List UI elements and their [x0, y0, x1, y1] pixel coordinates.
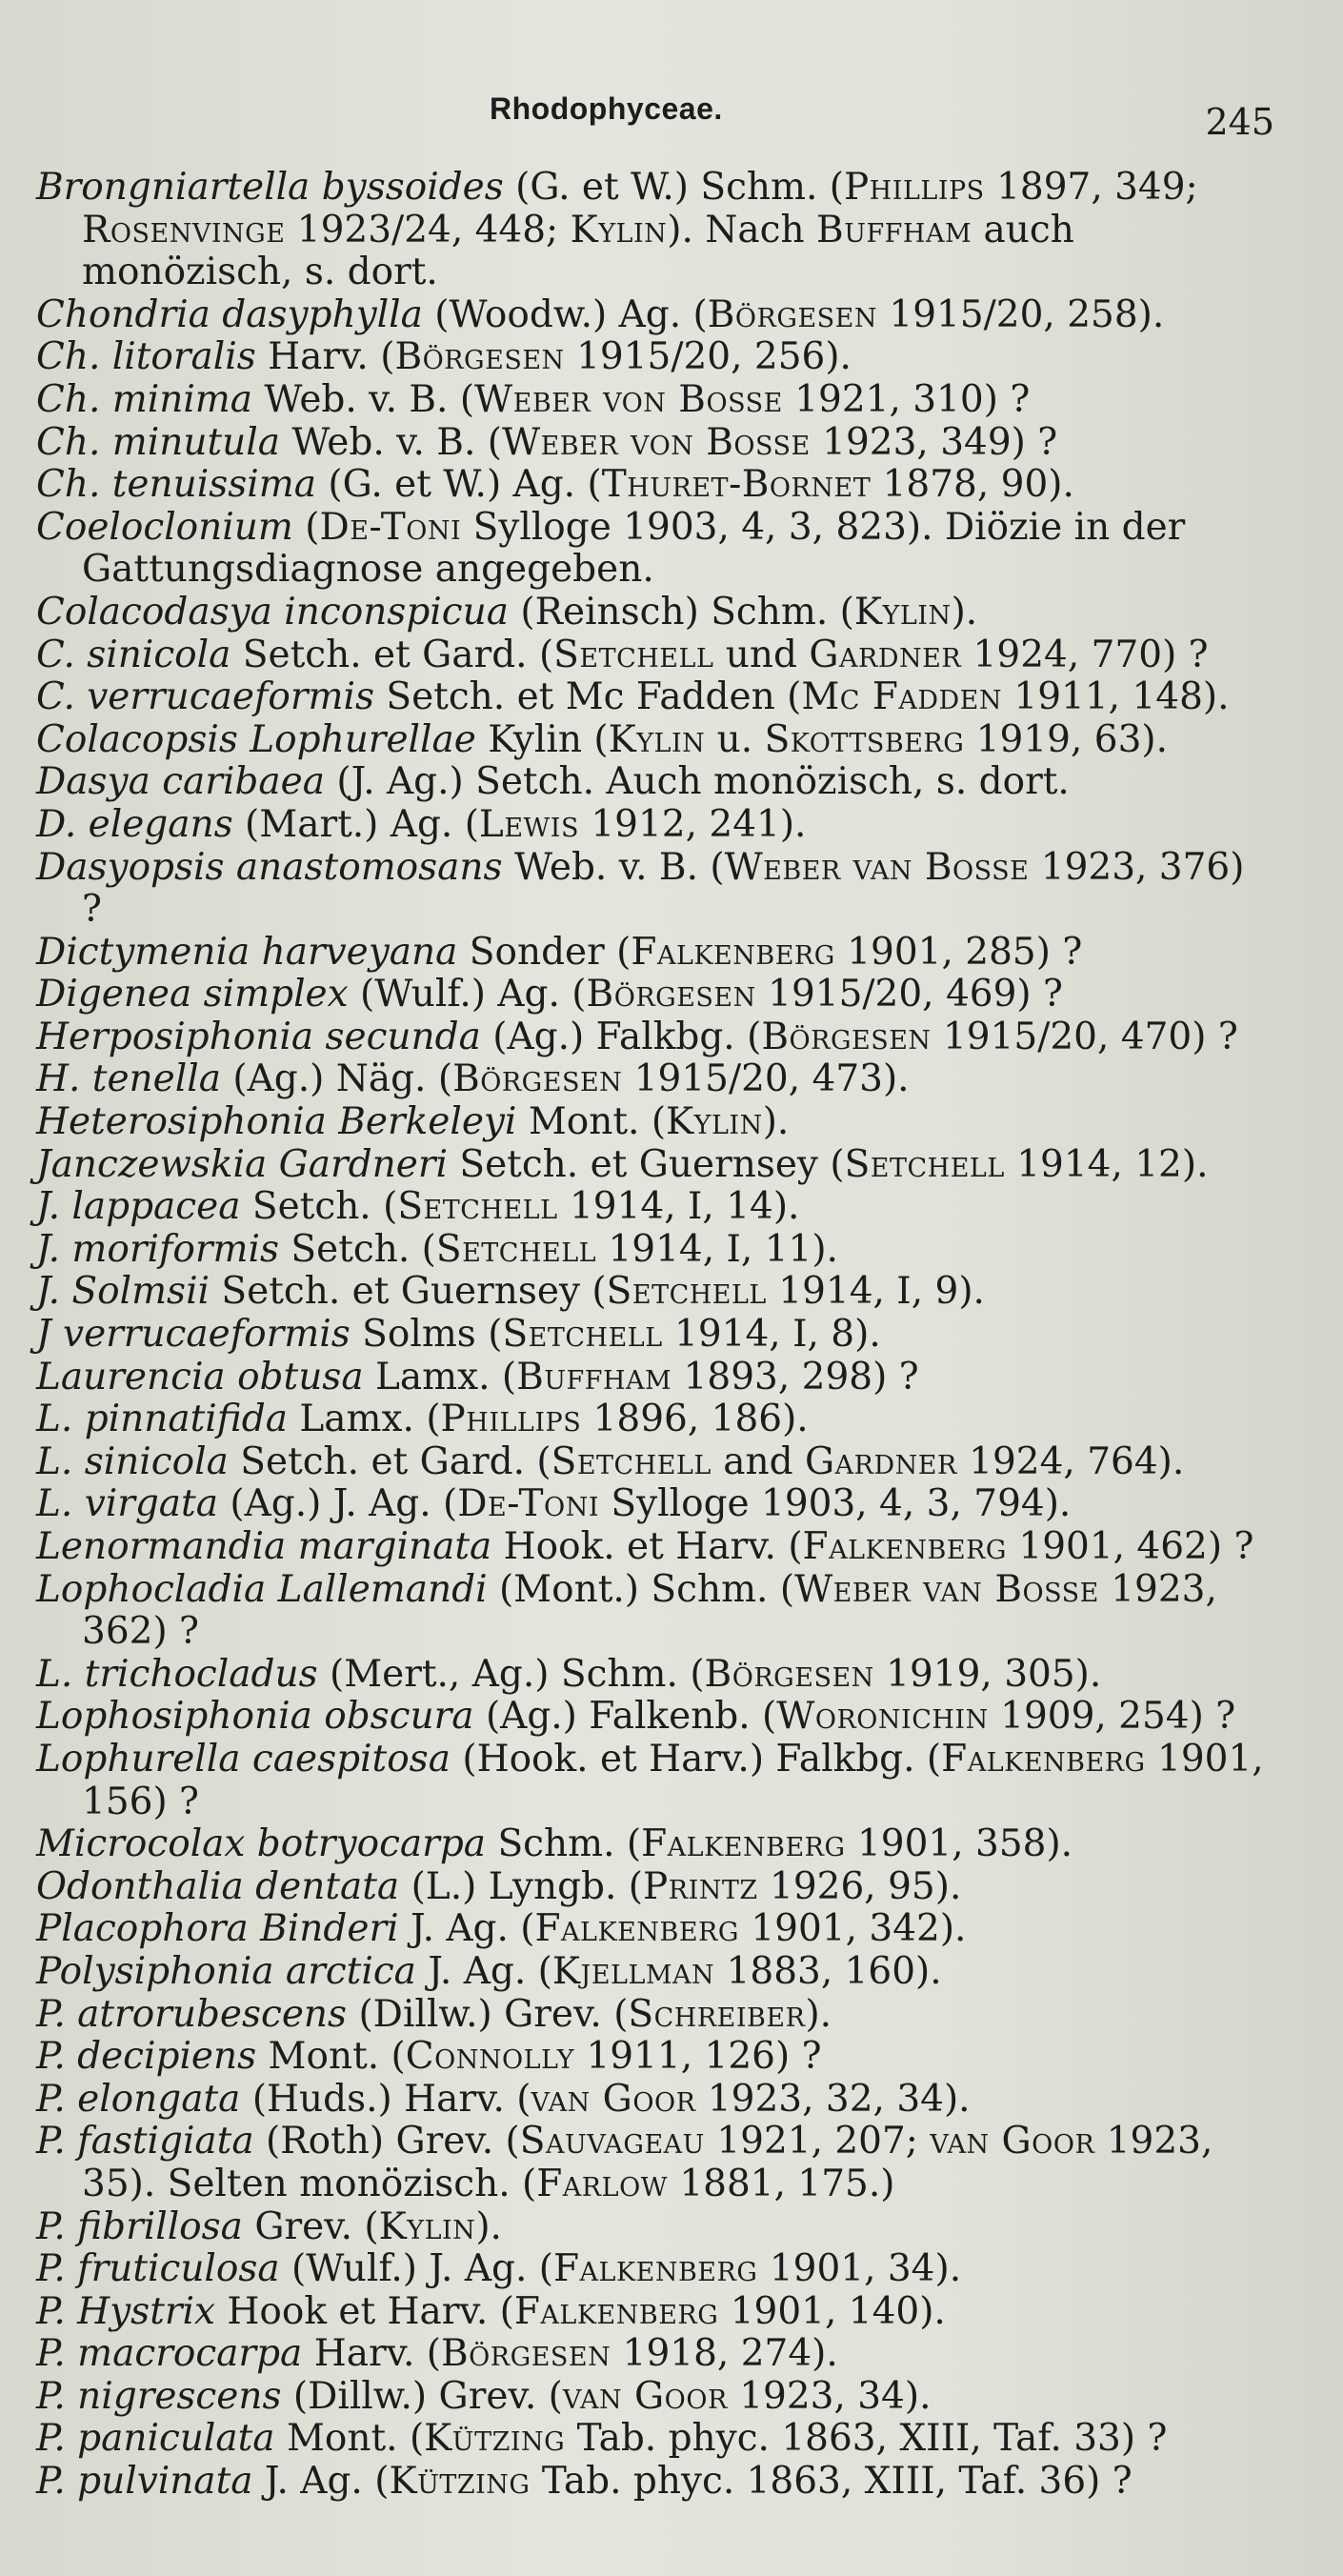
species-entry: [36, 761, 1274, 804]
reference-author: van Goor: [930, 2120, 1095, 2163]
authority: (G. et W.) Schm. (: [503, 166, 845, 209]
authority: Setch. et Guernsey (: [210, 1270, 607, 1314]
reference: ).: [762, 1100, 790, 1144]
species-name: Odonthalia dentata: [36, 1864, 400, 1908]
species-entry: [36, 294, 1274, 337]
reference-author: Börgesen: [586, 973, 756, 1016]
species-entry: [36, 1271, 1274, 1314]
reference-author: Falkenberg: [941, 1737, 1146, 1781]
reference-author: De-Toni: [319, 505, 462, 549]
species-entry: [36, 2079, 1274, 2122]
authority: Setch. et Mc Fadden (: [373, 675, 802, 719]
species-list: [36, 167, 1274, 2504]
reference: 1919, 63).: [964, 717, 1169, 761]
species-name: Polysiphonia arctica: [36, 1949, 416, 1993]
species-name: L. pinnatifida: [36, 1398, 288, 1441]
species-name: Janczewskia Gardneri: [36, 1142, 448, 1186]
species-entry: [36, 1357, 1274, 1399]
species-name: L. trichocladus: [36, 1652, 318, 1696]
reference: Sylloge 1903, 4, 3, 823). Diözie in der Gattungsdiagnose angegeben.: [82, 505, 1186, 592]
reference: ).: [805, 1992, 832, 2036]
reference: 1881, 175.): [667, 2162, 895, 2205]
species-name: Placophora Binderi: [36, 1907, 399, 1951]
reference: Tab. phyc. 1863, XIII, Taf. 33) ?: [565, 2417, 1168, 2461]
species-name: Heterosiphonia Berkeleyi: [36, 1100, 517, 1144]
authority: (G. et W.) Ag. (: [315, 463, 602, 507]
species-name: Lophurella caespitosa: [36, 1737, 451, 1781]
authority: (Hook. et Harv.) Falkbg. (: [450, 1737, 942, 1781]
authority: (Ag.) J. Ag. (: [217, 1482, 458, 1526]
reference: 1921, 310) ?: [782, 377, 1031, 421]
reference-author: De-Toni: [457, 1482, 599, 1526]
reference: Tab. phyc. 1863, XIII, Taf. 36) ?: [530, 2460, 1133, 2504]
reference: 1923, 349) ?: [810, 420, 1058, 464]
species-name: Colacopsis Lophurellae: [36, 717, 476, 761]
species-entry: [36, 2418, 1274, 2461]
species-entry: [36, 634, 1274, 677]
authority: (Ag.) Falkenb. (: [473, 1695, 777, 1739]
reference: 1912, 241).: [578, 802, 807, 846]
authority: (L.) Lyngb. (: [399, 1864, 644, 1908]
reference-author: Kylin: [378, 2204, 476, 2248]
reference: 1901, 34).: [757, 2247, 962, 2291]
reference: 1901, 156) ?: [82, 1737, 1264, 1823]
authority: Lamx. (: [288, 1398, 441, 1441]
reference: 1901, 462) ?: [1006, 1525, 1254, 1568]
reference: 1914, I, 11).: [596, 1227, 838, 1271]
reference: auch monözisch, s. dort.: [82, 208, 1074, 294]
reference: 1901, 358).: [845, 1822, 1073, 1866]
authority: Kylin (: [475, 717, 609, 761]
species-entry: [36, 1908, 1274, 1951]
authority: (Roth) Grev. (: [253, 2120, 520, 2163]
species-name: P. decipiens: [36, 2035, 257, 2079]
species-name: Colacodasya inconspicua: [36, 590, 509, 634]
species-entry: [36, 1314, 1274, 1357]
reference: und: [713, 633, 810, 676]
species-name: Herposiphonia secunda: [36, 1015, 481, 1058]
reference-author: Farlow: [536, 2162, 668, 2205]
reference-author: Sauvageau: [519, 2120, 705, 2163]
species-name: D. elegans: [36, 802, 233, 846]
reference: ). Nach: [667, 208, 817, 252]
species-name: P. fruticulosa: [36, 2247, 280, 2291]
reference-author: Börgesen: [394, 335, 565, 379]
species-name: P. fastigiata: [36, 2120, 254, 2163]
authority: (J. Ag.) Setch. Auch monözisch, s. dort.: [324, 760, 1070, 804]
reference-author: Gardner: [809, 633, 962, 676]
species-entry: [36, 847, 1274, 932]
species-entry: [36, 1186, 1274, 1229]
reference-author: Falkenberg: [641, 1822, 846, 1866]
reference: 1926, 95).: [757, 1864, 962, 1908]
authority: Setch. et Gard. (: [228, 1439, 551, 1483]
authority: (Mart.) Ag. (: [232, 802, 479, 846]
reference-author: Weber van Bosse: [724, 845, 1030, 889]
species-name: Digenea simplex: [36, 973, 349, 1016]
species-entry: [36, 2121, 1274, 2205]
reference-author: Börgesen: [704, 1652, 874, 1696]
reference-author: Setchell: [553, 633, 714, 676]
reference: 1915/20, 470) ?: [931, 1015, 1238, 1058]
authority: Grev. (: [242, 2204, 379, 2248]
species-name: J. lappacea: [36, 1185, 241, 1229]
authority: (Ag.) Näg. (: [220, 1057, 453, 1101]
reference: 1911, 126) ?: [574, 2035, 822, 2079]
species-name: Dictymenia harveyana: [36, 930, 458, 974]
reference: 1901, 140).: [718, 2289, 946, 2333]
species-name: Laurencia obtusa: [36, 1355, 364, 1399]
authority: J. Ag. (: [398, 1907, 535, 1951]
reference: 1914, I, 14).: [557, 1185, 800, 1229]
reference-author: Phillips: [844, 166, 985, 209]
species-entry: [36, 2291, 1274, 2334]
species-name: Dasyopsis anastomosans: [36, 845, 503, 889]
species-entry: [36, 1483, 1274, 1526]
reference-author: Woronichin: [776, 1695, 989, 1739]
species-name: H. tenella: [36, 1057, 221, 1101]
species-name: Lophosiphonia obscura: [36, 1695, 474, 1739]
reference: and: [711, 1439, 805, 1483]
species-name: Ch. minutula: [36, 420, 280, 464]
reference-author: Falkenberg: [552, 2247, 758, 2291]
running-head: Rhodophyceae.: [490, 91, 723, 126]
reference: 1923, 34).: [727, 2374, 932, 2418]
species-entry: [36, 507, 1274, 592]
reference: u.: [705, 717, 765, 761]
reference-author: Setchell: [844, 1142, 1005, 1186]
authority: Schm. (: [486, 1822, 642, 1866]
reference: 1914, 12).: [1004, 1142, 1209, 1186]
reference-author: Kjellman: [551, 1949, 715, 1993]
species-entry: [36, 2333, 1274, 2376]
authority: (Wulf.) Ag. (: [348, 973, 587, 1016]
reference: 1901, 285) ?: [834, 930, 1083, 974]
reference-author: Kylin: [608, 717, 706, 761]
species-entry: [36, 2036, 1274, 2079]
reference-author: Setchell: [606, 1270, 767, 1314]
species-name: C. sinicola: [36, 633, 231, 676]
reference-author: Skottsberg: [764, 717, 965, 761]
species-name: J. Solmsii: [36, 1270, 210, 1314]
reference: 1915/20, 469) ?: [755, 973, 1063, 1016]
authority: Solms (: [350, 1313, 503, 1357]
reference-author: van Goor: [531, 2077, 696, 2121]
species-entry: [36, 1229, 1274, 1272]
species-name: C. verrucaeformis: [36, 675, 374, 719]
species-entry: [36, 379, 1274, 422]
reference-author: Börgesen: [707, 292, 877, 336]
species-entry: [36, 1654, 1274, 1697]
authority: Web. v. B. (: [252, 377, 475, 421]
reference-author: Setchell: [551, 1439, 712, 1483]
reference-author: Setchell: [435, 1227, 597, 1271]
authority: (Reinsch) Schm. (: [508, 590, 854, 634]
reference-author: Falkenberg: [513, 2289, 719, 2333]
reference-author: Thuret-Bornet: [601, 463, 872, 507]
reference: 1893, 298) ?: [672, 1355, 919, 1399]
species-entry: [36, 1739, 1274, 1823]
authority: Hook et Harv. (: [214, 2289, 514, 2333]
reference: ).: [475, 2204, 502, 2248]
authority: (Ag.) Falkbg. (: [480, 1015, 762, 1058]
reference: 1919, 305).: [873, 1652, 1102, 1696]
authority: Setch. (: [240, 1185, 398, 1229]
reference-author: Börgesen: [441, 2332, 611, 2376]
species-entry: [36, 932, 1274, 975]
reference: 1915/20, 473).: [622, 1057, 910, 1101]
species-name: J. moriformis: [36, 1227, 280, 1271]
reference: 1923/24, 448;: [285, 208, 571, 252]
species-entry: [36, 2248, 1274, 2291]
reference-author: Kylin: [853, 590, 952, 634]
species-entry: [36, 1101, 1274, 1144]
authority: (Mert., Ag.) Schm. (: [317, 1652, 705, 1696]
reference: 1924, 764).: [956, 1439, 1185, 1483]
species-entry: [36, 1441, 1274, 1484]
authority: (Dillw.) Grev. (: [281, 2374, 563, 2418]
reference: 1878, 90).: [871, 463, 1074, 507]
authority: (Woodw.) Ag. (: [422, 292, 708, 336]
reference: 1883, 160).: [714, 1949, 942, 1993]
reference-author: Kützing: [424, 2417, 566, 2461]
species-entry: [36, 676, 1274, 719]
authority: J. Ag. (: [415, 1949, 552, 1993]
species-name: Ch. litoralis: [36, 335, 256, 379]
reference: 1915/20, 258).: [877, 292, 1165, 336]
species-name: Lenormandia marginata: [36, 1525, 492, 1568]
reference: 1923, 362) ?: [82, 1567, 1217, 1654]
species-entry: [36, 167, 1274, 294]
reference-author: Phillips: [440, 1398, 582, 1441]
species-name: Ch. minima: [36, 377, 253, 421]
species-name: L. sinicola: [36, 1439, 229, 1483]
species-entry: [36, 1994, 1274, 2037]
species-name: P. atrorubescens: [36, 1992, 348, 2036]
reference: 1897, 349;: [984, 166, 1198, 209]
reference: 1921, 207;: [704, 2120, 931, 2163]
species-name: Dasya caribaea: [36, 760, 325, 804]
species-entry: [36, 1058, 1274, 1101]
reference: Sylloge 1903, 4, 3, 794).: [599, 1482, 1072, 1526]
authority: Mont. (: [256, 2035, 406, 2079]
reference-author: Weber von Bosse: [474, 377, 783, 421]
species-entry: [36, 1144, 1274, 1187]
reference-author: Setchell: [397, 1185, 558, 1229]
reference: 1923, 35). Selten monözisch. (: [82, 2120, 1213, 2205]
reference-author: Börgesen: [452, 1057, 623, 1101]
authority: Mont. (: [274, 2417, 425, 2461]
species-entry: [36, 336, 1274, 379]
species-entry: [36, 719, 1274, 762]
species-entry: [36, 592, 1274, 634]
species-entry: [36, 1866, 1274, 1909]
species-entry: [36, 1823, 1274, 1866]
reference-author: Rosenvinge: [82, 208, 286, 252]
authority: Setch. (: [279, 1227, 436, 1271]
authority: Setch. et Guernsey (: [447, 1142, 845, 1186]
reference-author: Kützing: [389, 2460, 531, 2504]
authority: Lamx. (: [363, 1355, 517, 1399]
species-entry: [36, 1016, 1274, 1059]
species-name: P. elongata: [36, 2077, 241, 2121]
reference: 1909, 254) ?: [988, 1695, 1236, 1739]
reference-author: Connolly: [405, 2035, 575, 2079]
reference: ).: [951, 590, 978, 634]
species-entry: [36, 422, 1274, 465]
species-name: P. nigrescens: [36, 2374, 282, 2418]
reference-author: Kylin: [570, 208, 668, 252]
authority: Setch. et Gard. (: [231, 633, 554, 676]
reference: 1896, 186).: [581, 1398, 809, 1441]
reference-author: Falkenberg: [631, 930, 835, 974]
reference: 1911, 148).: [1002, 675, 1230, 719]
authority: (Wulf.) J. Ag. (: [279, 2247, 553, 2291]
reference: 1901, 342).: [738, 1907, 967, 1951]
reference-author: Schreiber: [628, 1992, 806, 2036]
species-entry: [36, 2206, 1274, 2249]
reference: 1923, 32, 34).: [695, 2077, 971, 2121]
authority: Web. v. B. (: [279, 420, 502, 464]
species-entry: [36, 2461, 1274, 2504]
reference: 1924, 770) ?: [961, 633, 1209, 676]
species-name: P. fibrillosa: [36, 2204, 243, 2248]
species-name: Microcolax botryocarpa: [36, 1822, 487, 1866]
authority: (Huds.) Harv. (: [240, 2077, 531, 2121]
reference-author: Weber van Bosse: [794, 1567, 1099, 1611]
species-entry: [36, 1951, 1274, 1994]
authority: Harv. (: [302, 2332, 442, 2376]
authority: J. Ag. (: [252, 2460, 390, 2504]
species-name: P. macrocarpa: [36, 2332, 303, 2376]
reference-author: Gardner: [804, 1439, 957, 1483]
species-name: Brongniartella byssoides: [36, 166, 504, 209]
reference-author: Weber von Bosse: [501, 420, 811, 464]
reference-author: Setchell: [502, 1313, 663, 1357]
reference-author: Falkenberg: [802, 1525, 1007, 1568]
reference: 1918, 274).: [611, 2332, 838, 2376]
reference-author: Buffham: [516, 1355, 672, 1399]
authority: Sonder (: [457, 930, 631, 974]
reference-author: Mc Fadden: [801, 675, 1003, 719]
authority: (Mont.) Schm. (: [487, 1567, 795, 1611]
reference-author: Lewis: [478, 802, 579, 846]
species-entry: [36, 1569, 1274, 1654]
species-entry: [36, 1399, 1274, 1441]
species-entry: [36, 804, 1274, 847]
species-name: Ch. tenuissima: [36, 463, 316, 507]
reference: 1923, 376) ?: [82, 845, 1245, 932]
authority: (: [292, 505, 320, 549]
authority: (Dillw.) Grev. (: [347, 1992, 629, 2036]
species-name: P. Hystrix: [36, 2289, 215, 2333]
species-name: L. virgata: [36, 1482, 218, 1526]
reference: 1914, I, 8).: [662, 1313, 881, 1357]
species-entry: [36, 1696, 1274, 1739]
authority: Web. v. B. (: [502, 845, 725, 889]
reference-author: Falkenberg: [534, 1907, 739, 1951]
authority: Mont. (: [516, 1100, 667, 1144]
species-name: Coeloclonium: [36, 505, 293, 549]
species-entry: [36, 974, 1274, 1016]
reference: 1915/20, 256).: [564, 335, 852, 379]
reference-author: Kylin: [666, 1100, 763, 1144]
species-entry: [36, 464, 1274, 507]
reference-author: Printz: [643, 1864, 758, 1908]
page-number: 245: [1205, 101, 1274, 143]
species-name: J verrucaeformis: [36, 1313, 351, 1357]
reference-author: van Goor: [562, 2374, 728, 2418]
authority: Harv. (: [255, 335, 395, 379]
species-name: P. pulvinata: [36, 2460, 253, 2504]
species-entry: [36, 1526, 1274, 1569]
species-name: P. paniculata: [36, 2417, 275, 2461]
reference: 1914, I, 9).: [766, 1270, 985, 1314]
reference-author: Buffham: [816, 208, 972, 252]
reference-author: Börgesen: [761, 1015, 932, 1058]
species-name: Chondria dasyphylla: [36, 292, 423, 336]
species-name: Lophocladia Lallemandi: [36, 1567, 488, 1611]
species-entry: [36, 2376, 1274, 2419]
authority: Hook. et Harv. (: [491, 1525, 803, 1568]
